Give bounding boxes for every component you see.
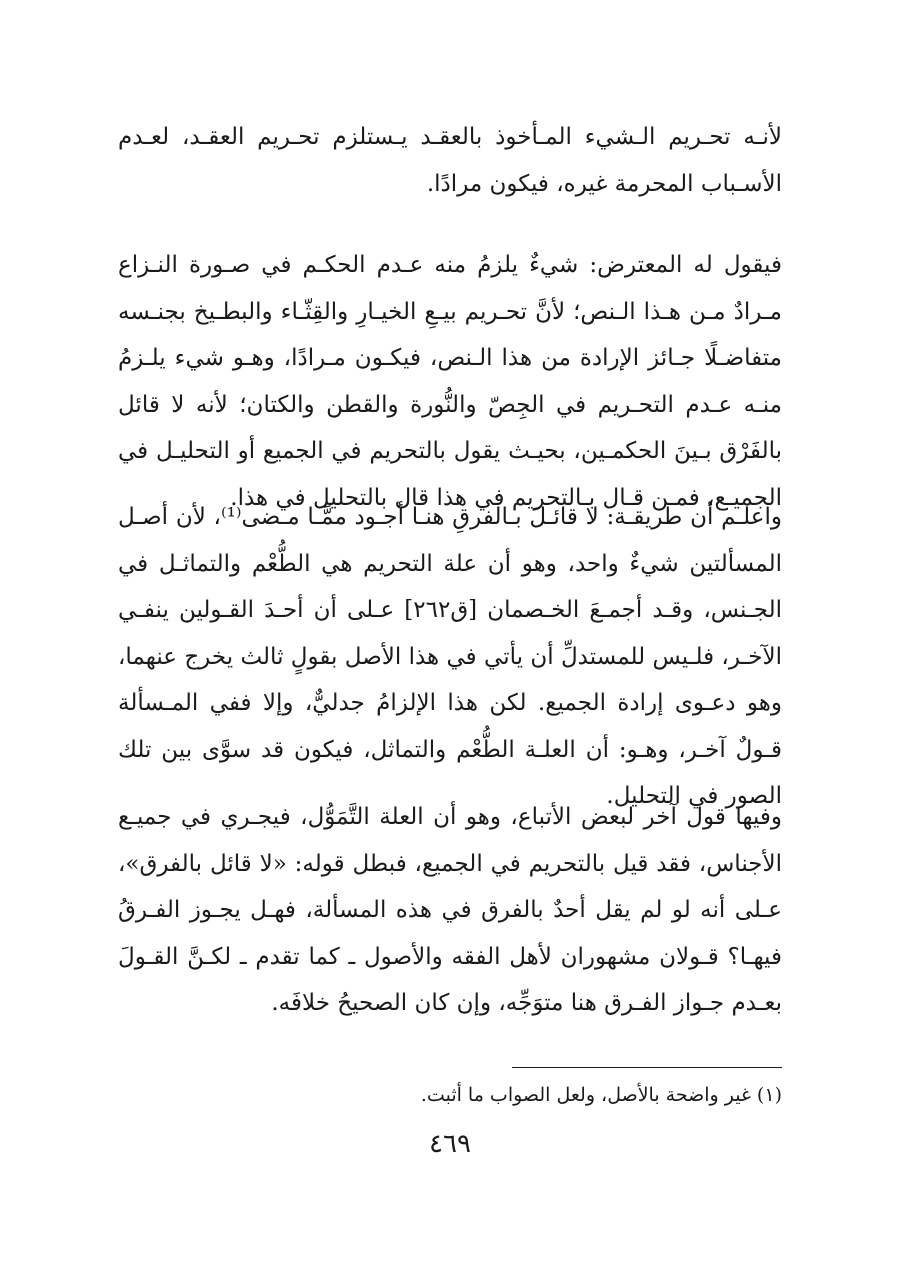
main-text-paragraph-4	[118, 794, 782, 1027]
footnote-separator	[512, 1067, 782, 1068]
paragraph: واعلـم أن طريقـة: لا قائـلَ بـالفرقِ هنـا أجـود ممَّـا مـضى⁽¹⁾، لأن أصـل المسألتين شيءٌ واحد، وهو أن علة التحريم هي الطُّعْم والتماثـل في الجـنس، وقـد أجمـعَ الخـصمان [ق٢٦٢] عـلى أن أحـدَ القـولين ينفـي الآخـر، فلـيس للمستدلِّ أن يأتي في هذا الأصل بقولٍ ثالث يخرج عنهما، وهو دعـوى إرادة الجميع. لكن هذا الإلزامُ جدليٌّ، وإلا ففي المـسألة قـولٌ آخـر، وهـو: أن العلـة الطُّعْم والتماثل، فيكون قد سوَّى بين تلك الصور في التحليل.	[118, 504, 782, 809]
page-number: ٤٦٩	[429, 1129, 471, 1159]
footnote: (١) غير واضحة بالأصل، ولعل الصواب ما أثبت.	[420, 1084, 782, 1106]
main-text-paragraph-3	[118, 494, 782, 820]
main-text-paragraph-1	[118, 114, 782, 207]
paragraph: وفيها قول آخر لبعض الأتباع، وهو أن العلة التَّمَوُّل، فيجـري في جميـع الأجناس، فقد قيل بالتحريم في الجميع، فبطل قوله: «لا قائل بالفرق»، عـلى أنه لو لم يقل أحدٌ بالفرق في هذه المسألة، فهـل يجـوز الفـرقُ فيهـا؟ قـولان مشهوران لأهل الفقه والأصول ـ كما تقدم ـ لكـنَّ القـولَ بعـدم جـواز الفـرق هنا متوَجِّه، وإن كان الصحيحُ خلافَه.	[118, 804, 782, 1016]
main-text-paragraph-2	[118, 242, 782, 521]
paragraph: لأنـه تحـريم الـشيء المـأخوذ بالعقـد يـستلزم تحـريم العقـد، لعـدم الأسـباب المحرمة غيره، فيكون مرادًا.	[118, 124, 782, 197]
paragraph: فيقول له المعترض: شيءٌ يلزمُ منه عـدم الحكـم في صـورة النـزاع مـرادٌ مـن هـذا الـنص؛ لأنَّ تحـريم بيـعِ الخيـارِ والقِثّـاء والبطـيخ بجنـسه متفاضـلًا جـائز الإرادة من هذا الـنص، فيكـون مـرادًا، وهـو شيء يلـزمُ منـه عـدم التحـريم في الجِصّ والنُّورة والقطن والكتان؛ لأنه لا قائل بالفَرْق بـينَ الحكمـين، بحيـث يقول بالتحريم في الجميع أو التحليـل في الجميـع، فمـن قـال بـالتحريم في هذا قال بالتحليل في هذا.	[118, 252, 782, 511]
